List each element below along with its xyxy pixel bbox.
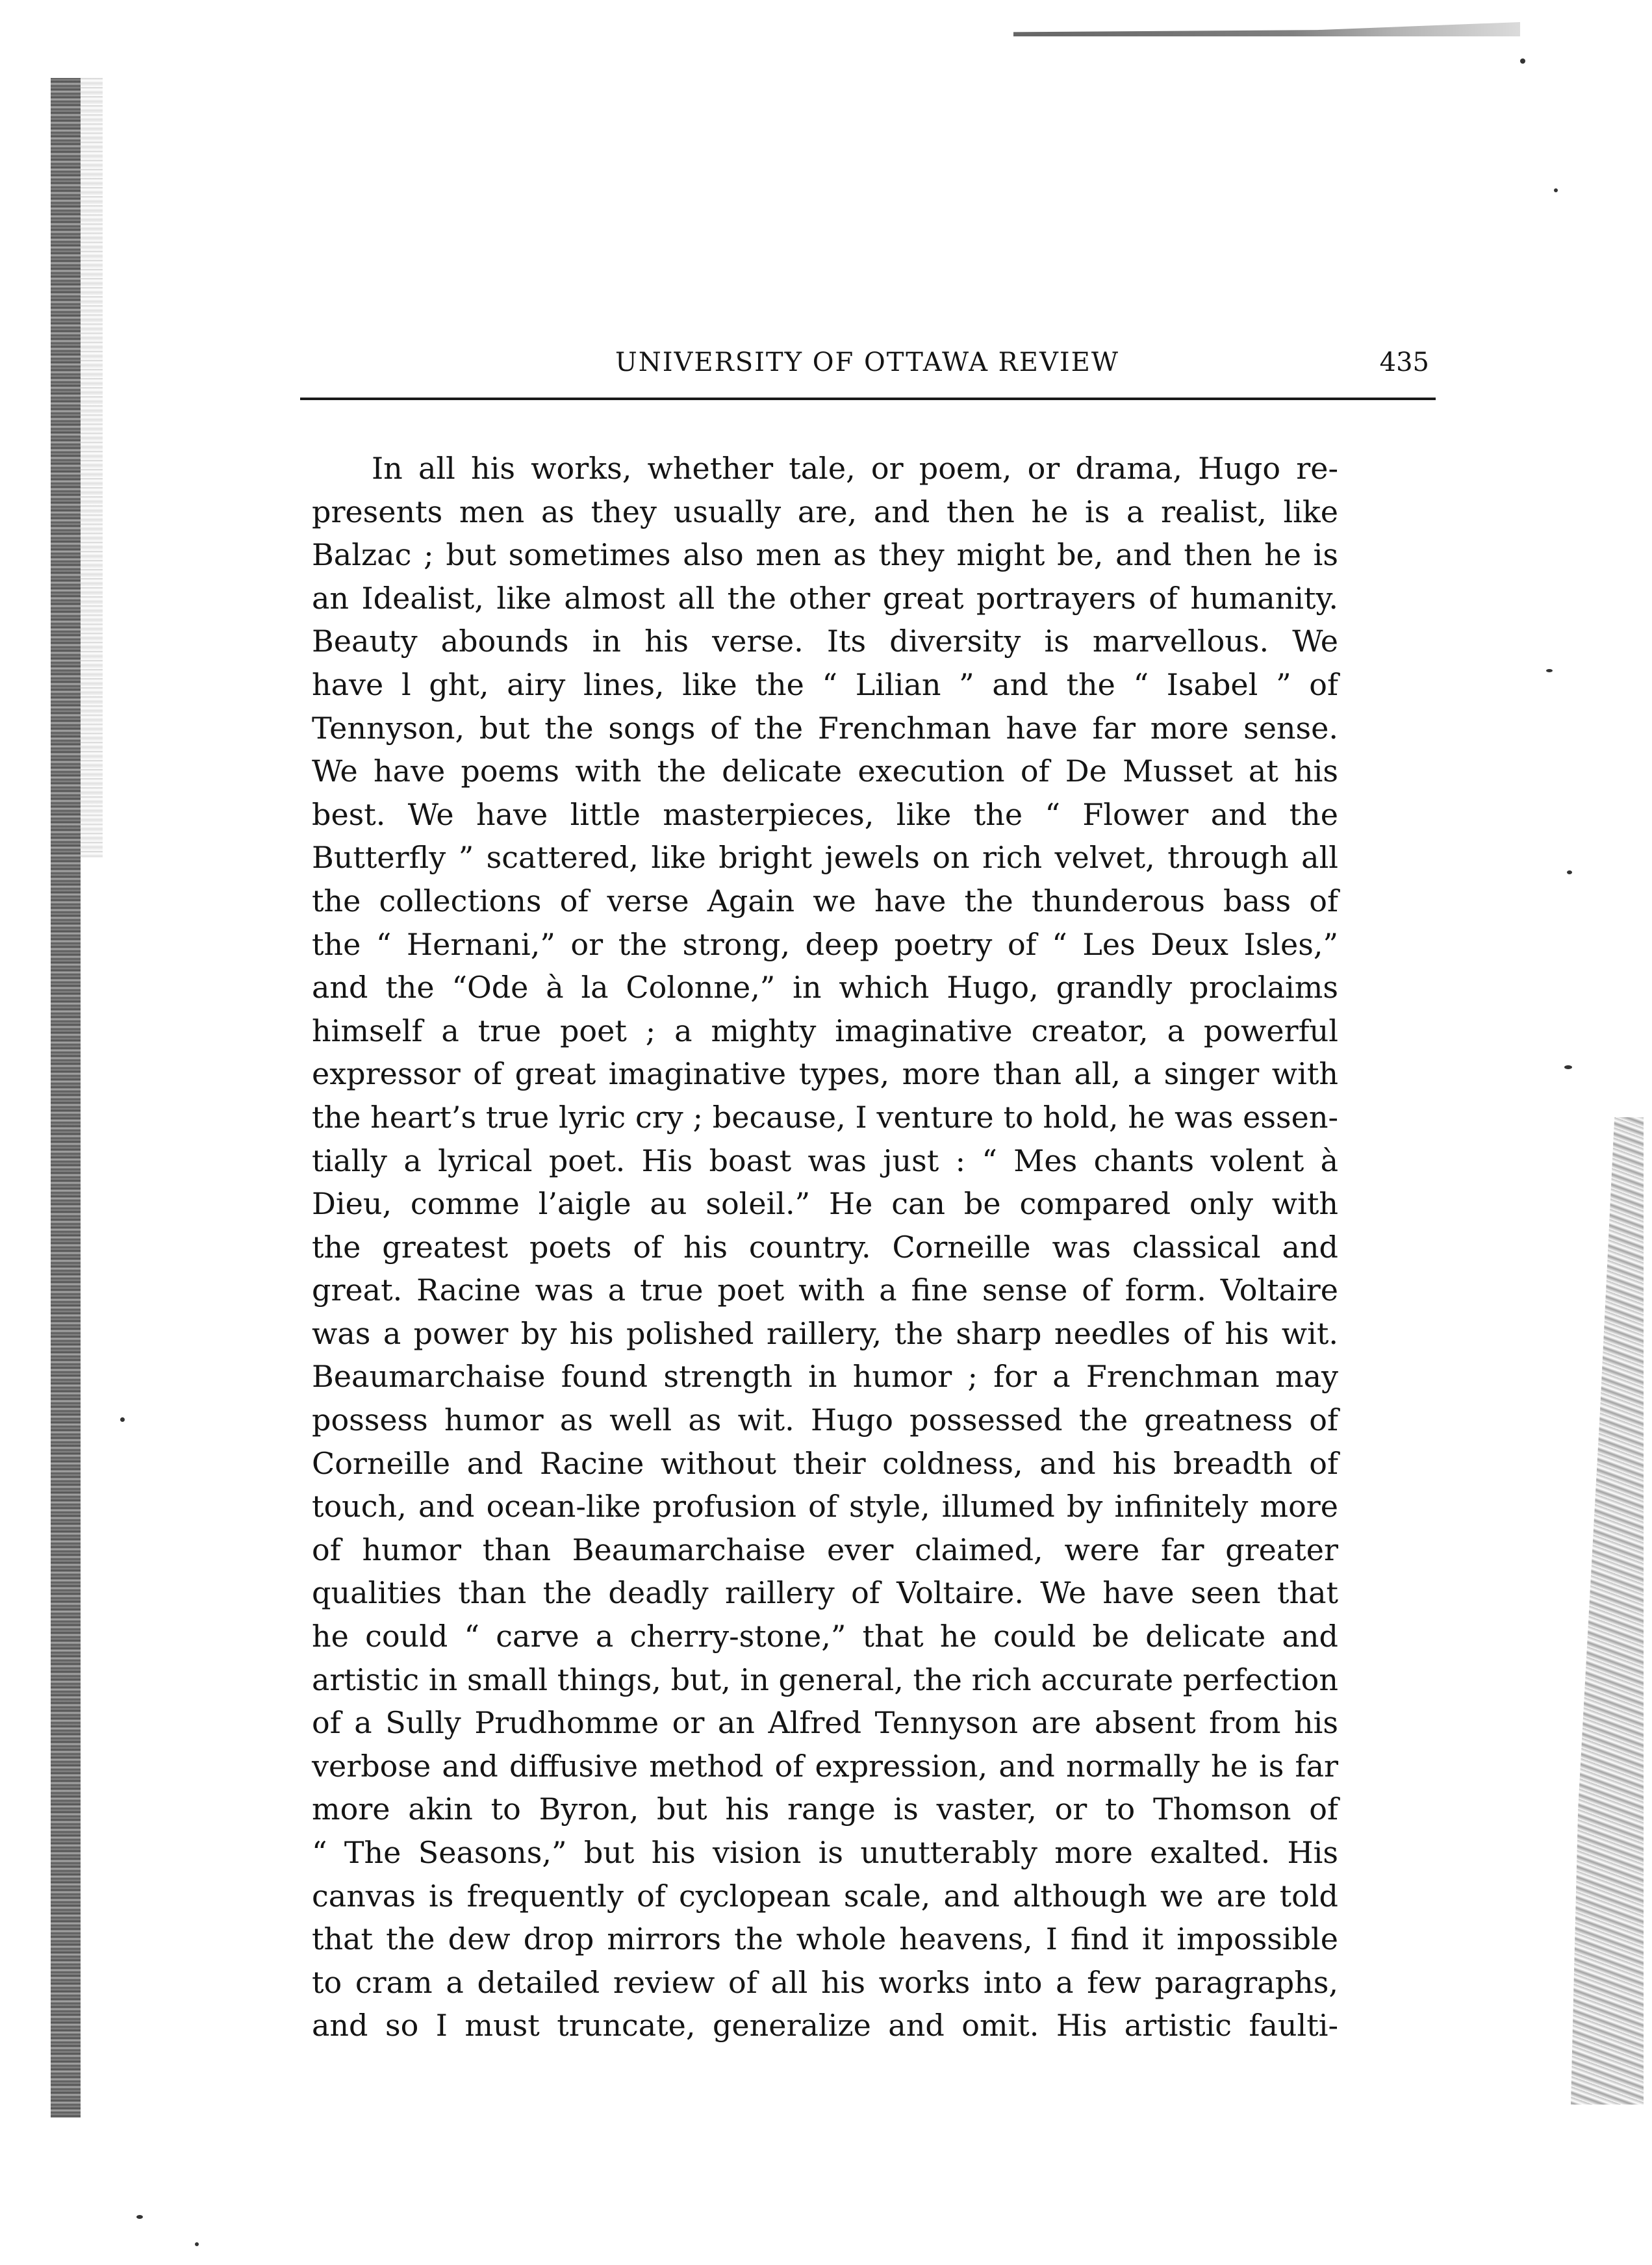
dust-speck — [1520, 58, 1525, 64]
dust-speck — [136, 2215, 143, 2219]
text-line: presents men as they usually are, and then he is a realist, like — [312, 494, 1338, 529]
text-line: to cram a detailed review of all his works into a few paragraphs, — [312, 1964, 1338, 2000]
text-line: artistic in small things, but, in general, the rich accurate perfection — [312, 1662, 1338, 1697]
text-line: and the “Ode à la Colonne,” in which Hugo, grandly proclaims — [312, 970, 1338, 1006]
text-line: an Idealist, like almost all the other great portrayers of humanity. — [312, 580, 1338, 616]
text-line: Dieu, comme l’aigle au soleil.” He can be compared only with — [312, 1186, 1338, 1222]
text-line: the heart’s true lyric cry ; because, I venture to hold, he was essen- — [312, 1099, 1338, 1135]
page-number: 435 — [1379, 348, 1429, 377]
body-text — [312, 447, 1338, 2047]
text-line: Tennyson, but the songs of the Frenchman have far more sense. — [312, 710, 1338, 746]
text-line: In all his works, whether tale, or poem, or drama, Hugo re- — [372, 451, 1338, 486]
text-line: Corneille and Racine without their coldness, and his breadth of — [312, 1445, 1338, 1481]
binding-edge-shadow — [51, 78, 81, 2118]
top-edge-artifact — [1013, 22, 1520, 36]
text-line: possess humor as well as wit. Hugo possessed the greatness of — [312, 1402, 1338, 1438]
dust-speck — [1564, 1065, 1572, 1069]
dust-speck — [1554, 188, 1558, 192]
text-line: touch, and ocean-like profusion of style, illumed by infinitely more — [312, 1489, 1338, 1525]
journal-title: UNIVERSITY OF OTTAWA REVIEW — [615, 348, 1119, 377]
binding-edge-noise — [81, 78, 103, 857]
text-line: of a Sully Prudhomme or an Alfred Tennyson are absent from his — [312, 1705, 1338, 1741]
dust-speck — [120, 1417, 125, 1422]
text-line: Beauty abounds in his verse. Its diversity is marvellous. We — [312, 624, 1338, 659]
text-line: have l ght, airy lines, like the “ Lilian ” and the “ Isabel ” of — [312, 666, 1338, 702]
text-line: tially a lyrical poet. His boast was just : “ Mes chants volent à — [312, 1143, 1338, 1178]
text-line: We have poems with the delicate execution of De Musset at his — [312, 753, 1338, 789]
text-line: of humor than Beaumarchaise ever claimed, were far greater — [312, 1532, 1338, 1567]
text-line: Beaumarchaise found strength in humor ; for a Frenchman may — [312, 1359, 1338, 1395]
text-line: himself a true poet ; a mighty imaginative creator, a powerful — [312, 1013, 1338, 1048]
text-line: qualities than the deadly raillery of Voltaire. We have seen that — [312, 1575, 1338, 1611]
text-line: and so I must truncate, generalize and omit. His artistic faulti- — [312, 2008, 1338, 2044]
text-line: best. We have little masterpieces, like the “ Flower and the — [312, 796, 1338, 832]
dust-speck — [195, 2242, 199, 2246]
right-edge-artifact — [1571, 1117, 1644, 2105]
text-line: was a power by his polished raillery, the sharp needles of his wit. — [312, 1315, 1338, 1351]
text-line: great. Racine was a true poet with a fine sense of form. Voltaire — [312, 1272, 1338, 1308]
text-line: Balzac ; but sometimes also men as they might be, and then he is — [312, 537, 1338, 573]
text-line: the greatest poets of his country. Corneille was classical and — [312, 1229, 1338, 1265]
text-line: Butterfly ” scattered, like bright jewels on rich velvet, through all — [312, 840, 1338, 876]
header-rule — [300, 398, 1436, 400]
text-line: more akin to Byron, but his range is vaster, or to Thomson of — [312, 1791, 1338, 1827]
text-line: he could “ carve a cherry-stone,” that he could be delicate and — [312, 1619, 1338, 1654]
running-head — [305, 343, 1429, 388]
text-line: the collections of verse Again we have the thunderous bass of — [312, 883, 1338, 918]
text-line: the “ Hernani,” or the strong, deep poetry of “ Les Deux Isles,” — [312, 926, 1338, 962]
text-line: verbose and diffusive method of expression, and normally he is far — [312, 1748, 1338, 1784]
text-line: “ The Seasons,” but his vision is unutterably more exalted. His — [312, 1835, 1338, 1870]
dust-speck — [1546, 669, 1553, 672]
text-line: expressor of great imaginative types, more than all, a singer with — [312, 1056, 1338, 1092]
text-line: that the dew drop mirrors the whole heavens, I find it impossible — [312, 1921, 1338, 1957]
dust-speck — [1567, 870, 1572, 874]
text-line: canvas is frequently of cyclopean scale, and although we are told — [312, 1878, 1338, 1914]
